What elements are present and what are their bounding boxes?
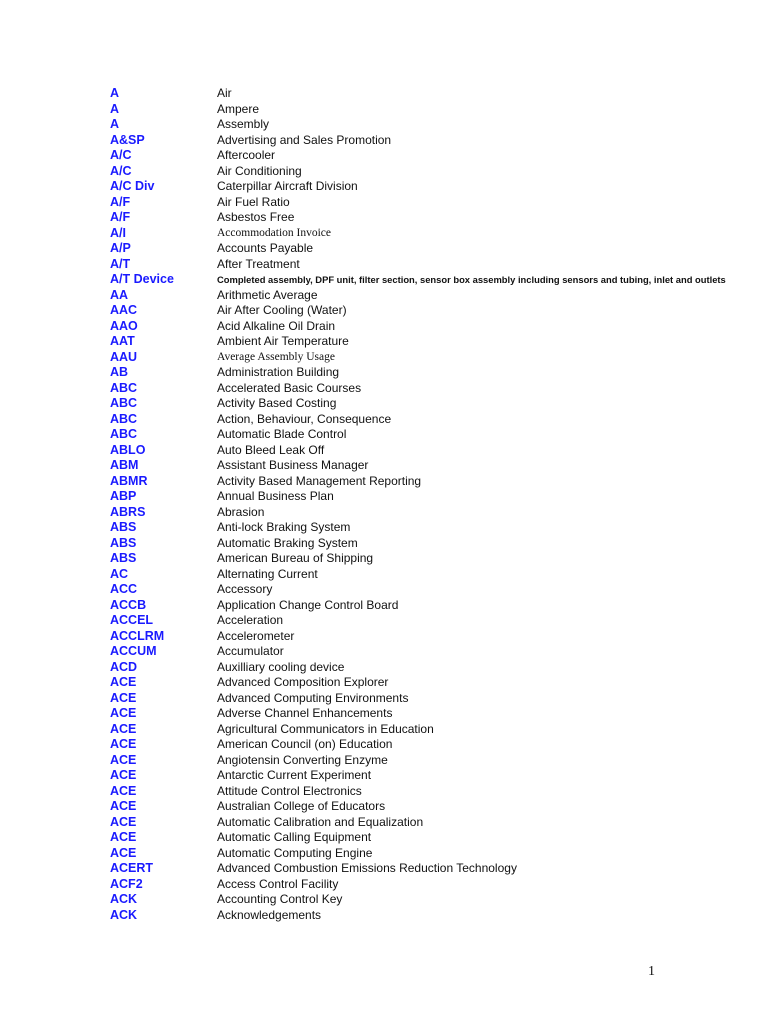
abbreviation: ABC: [110, 396, 138, 410]
abbreviation: A&SP: [110, 132, 145, 147]
abbreviation: ABS: [110, 535, 137, 550]
glossary-row: [110, 675, 750, 691]
glossary-row: [110, 133, 750, 149]
definition: Asbestos Free: [217, 210, 295, 224]
abbreviation: AAT: [110, 334, 135, 348]
abbreviation: A: [110, 101, 120, 116]
abbreviation: ACD: [110, 659, 138, 674]
definition: Accessory: [217, 582, 273, 596]
glossary-row: [110, 350, 750, 366]
glossary-row: [110, 241, 750, 257]
abbreviation: ABM: [110, 458, 139, 472]
definition: Accounting Control Key: [217, 892, 343, 906]
glossary-row: [110, 846, 750, 862]
glossary-row: [110, 613, 750, 629]
definition: Acknowledgements: [217, 907, 322, 922]
abbreviation: ACE: [110, 752, 137, 767]
definition: Arithmetic Average: [217, 287, 318, 302]
glossary-row: [110, 427, 750, 443]
definition: Attitude Control Electronics: [217, 783, 362, 798]
abbreviation: A/C Div: [110, 179, 155, 193]
glossary-row: [110, 257, 750, 273]
abbreviation: AB: [110, 365, 129, 379]
glossary-row: [110, 753, 750, 769]
abbreviation: ACK: [110, 892, 138, 906]
glossary-row: [110, 179, 750, 195]
definition: Aftercooler: [217, 148, 276, 162]
definition: Ampere: [217, 101, 260, 116]
definition: Advanced Combustion Emissions Reduction Technology: [217, 861, 517, 875]
definition: Application Change Control Board: [217, 597, 399, 612]
glossary-row: [110, 86, 750, 102]
abbreviation: A/I: [110, 225, 126, 240]
glossary-row: [110, 551, 750, 567]
definition: Anti-lock Braking System: [217, 520, 351, 534]
definition: Completed assembly, DPF unit, filter section, sensor box assembly including sensors and tubing, inlet and outlets: [217, 274, 726, 285]
glossary-row: [110, 830, 750, 846]
definition: Activity Based Costing: [217, 396, 337, 410]
glossary-row: [110, 629, 750, 645]
definition: Ambient Air Temperature: [217, 334, 349, 348]
abbreviation: ACE: [110, 706, 137, 720]
abbreviation: A/P: [110, 241, 131, 255]
definition: Accelerated Basic Courses: [217, 380, 362, 395]
definition: Alternating Current: [217, 566, 318, 581]
definition: Activity Based Management Reporting: [217, 473, 422, 488]
glossary-row: [110, 148, 750, 164]
glossary-row: [110, 505, 750, 521]
glossary-row: [110, 567, 750, 583]
definition: Automatic Calling Equipment: [217, 830, 372, 844]
glossary-row: [110, 396, 750, 412]
abbreviation: ABC: [110, 411, 138, 426]
definition: Auxilliary cooling device: [217, 659, 345, 674]
definition: Automatic Computing Engine: [217, 845, 373, 860]
definition: Advanced Computing Environments: [217, 690, 409, 705]
abbreviation: ACCEL: [110, 613, 154, 627]
glossary-row: [110, 799, 750, 815]
glossary-row: [110, 861, 750, 877]
glossary-list: [110, 86, 750, 923]
abbreviation: ACE: [110, 675, 137, 689]
definition: Air After Cooling (Water): [217, 303, 347, 317]
glossary-row: [110, 381, 750, 397]
abbreviation: ABS: [110, 520, 137, 534]
abbreviation: ACERT: [110, 861, 154, 875]
abbreviation: AAO: [110, 318, 138, 333]
abbreviation: A: [110, 86, 120, 100]
definition: Auto Bleed Leak Off: [217, 442, 325, 457]
abbreviation: A/F: [110, 210, 131, 224]
definition: American Council (on) Education: [217, 737, 393, 751]
glossary-row: [110, 536, 750, 552]
definition: Accommodation Invoice: [217, 226, 332, 239]
glossary-row: [110, 288, 750, 304]
abbreviation: ACE: [110, 799, 137, 813]
definition: Angiotensin Converting Enzyme: [217, 752, 388, 767]
glossary-row: [110, 784, 750, 800]
definition: Automatic Blade Control: [217, 427, 347, 441]
abbreviation: ABMR: [110, 473, 148, 488]
glossary-row: [110, 691, 750, 707]
glossary-row: [110, 334, 750, 350]
glossary-row: [110, 210, 750, 226]
abbreviation: AA: [110, 287, 129, 302]
glossary-row: [110, 272, 750, 288]
glossary-row: [110, 474, 750, 490]
definition: Accounts Payable: [217, 241, 314, 255]
definition: Air: [217, 86, 232, 100]
glossary-row: [110, 226, 750, 242]
glossary-row: [110, 520, 750, 536]
definition: Average Assembly Usage: [217, 350, 335, 363]
definition: Air Fuel Ratio: [217, 194, 290, 209]
glossary-row: [110, 195, 750, 211]
abbreviation: A/T Device: [110, 272, 174, 286]
abbreviation: ACE: [110, 814, 137, 829]
definition: Assistant Business Manager: [217, 458, 369, 472]
abbreviation: ACE: [110, 830, 137, 844]
abbreviation: AC: [110, 566, 129, 581]
abbreviation: ACCB: [110, 597, 147, 612]
glossary-row: [110, 164, 750, 180]
glossary-row: [110, 706, 750, 722]
abbreviation: ABC: [110, 380, 138, 395]
glossary-row: [110, 365, 750, 381]
abbreviation: ACCUM: [110, 644, 157, 658]
glossary-row: [110, 458, 750, 474]
glossary-row: [110, 117, 750, 133]
glossary-row: [110, 768, 750, 784]
glossary-row: [110, 319, 750, 335]
abbreviation: ACE: [110, 783, 137, 798]
abbreviation: ACE: [110, 721, 137, 736]
definition: Administration Building: [217, 365, 340, 379]
glossary-row: [110, 815, 750, 831]
definition: Antarctic Current Experiment: [217, 768, 372, 782]
abbreviation: ACCLRM: [110, 628, 165, 643]
glossary-row: [110, 892, 750, 908]
abbreviation: ABP: [110, 489, 137, 503]
definition: Annual Business Plan: [217, 489, 334, 503]
glossary-row: [110, 303, 750, 319]
definition: American Bureau of Shipping: [217, 551, 374, 565]
definition: Australian College of Educators: [217, 799, 386, 813]
definition: Air Conditioning: [217, 163, 302, 178]
glossary-row: [110, 660, 750, 676]
glossary-row: [110, 644, 750, 660]
abbreviation: A: [110, 117, 120, 131]
definition: Accumulator: [217, 644, 284, 658]
definition: Assembly: [217, 117, 270, 131]
glossary-row: [110, 412, 750, 428]
definition: Access Control Facility: [217, 876, 339, 891]
definition: Automatic Braking System: [217, 535, 358, 550]
definition: Automatic Calibration and Equalization: [217, 814, 424, 829]
abbreviation: A/C: [110, 148, 132, 162]
abbreviation: ABLO: [110, 442, 146, 457]
glossary-row: [110, 489, 750, 505]
glossary-row: [110, 722, 750, 738]
abbreviation: ACE: [110, 690, 137, 705]
definition: After Treatment: [217, 256, 300, 271]
glossary-row: [110, 102, 750, 118]
definition: Agricultural Communicators in Education: [217, 721, 434, 736]
abbreviation: A/C: [110, 163, 132, 178]
abbreviation: ABS: [110, 551, 137, 565]
abbreviation: ACE: [110, 768, 137, 782]
abbreviation: ACF2: [110, 876, 143, 891]
definition: Abrasion: [217, 504, 265, 519]
definition: Advanced Composition Explorer: [217, 675, 389, 689]
abbreviation: ACK: [110, 907, 138, 922]
definition: Accelerometer: [217, 628, 295, 643]
definition: Advertising and Sales Promotion: [217, 132, 392, 147]
definition: Acid Alkaline Oil Drain: [217, 318, 336, 333]
definition: Acceleration: [217, 613, 284, 627]
glossary-row: [110, 877, 750, 893]
abbreviation: ACE: [110, 845, 137, 860]
glossary-row: [110, 443, 750, 459]
abbreviation: A/F: [110, 194, 131, 209]
glossary-row: [110, 737, 750, 753]
abbreviation: ABC: [110, 427, 138, 441]
glossary-row: [110, 908, 750, 924]
abbreviation: A/T: [110, 256, 131, 271]
definition: Adverse Channel Enhancements: [217, 706, 393, 720]
abbreviation: ACC: [110, 582, 138, 596]
abbreviation: ABRS: [110, 504, 146, 519]
abbreviation: ACE: [110, 737, 137, 751]
glossary-row: [110, 582, 750, 598]
definition: Caterpillar Aircraft Division: [217, 179, 358, 193]
glossary-row: [110, 598, 750, 614]
abbreviation: AAU: [110, 349, 138, 364]
abbreviation: AAC: [110, 303, 138, 317]
page-number: 1: [648, 964, 655, 979]
definition: Action, Behaviour, Consequence: [217, 411, 392, 426]
